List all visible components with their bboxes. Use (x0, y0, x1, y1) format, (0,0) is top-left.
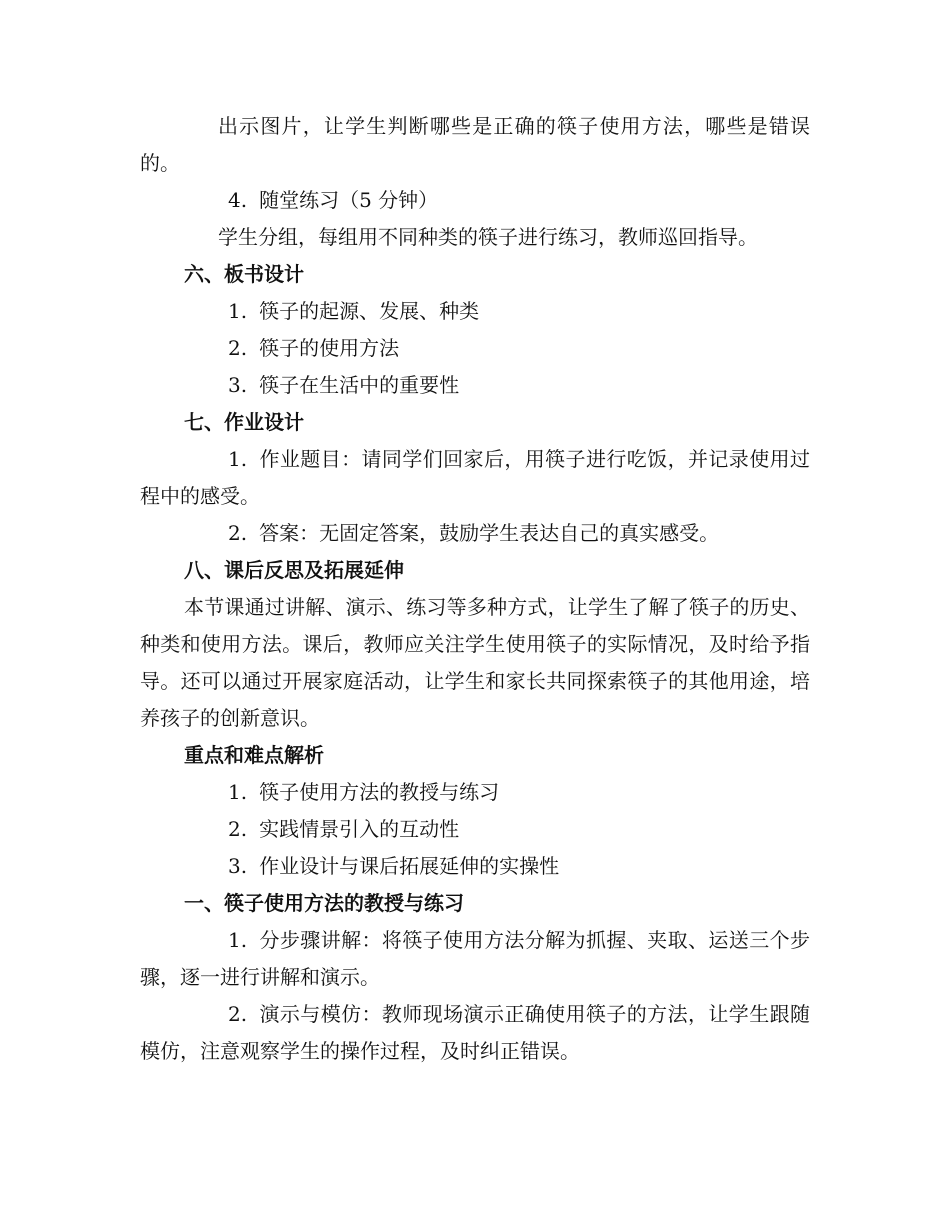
list-item (140, 515, 810, 552)
list-number: 1. (228, 780, 248, 804)
reflection-paragraph: 本节课通过讲解、演示、练习等多种方式，让学生了解了筷子的历史、种类和使用方法。课后，教师应关注学生使用筷子的实际情况，及时给予指导。还可以通过开展家庭活动，让学生和家长共同探索筷子的其他用途，培养孩子的创新意识。 (140, 595, 810, 730)
list-item (140, 441, 810, 515)
list-number: 2. (228, 336, 248, 360)
list-number: 1. (228, 447, 248, 471)
section-heading: 八、课后反思及拓展延伸 (184, 558, 404, 582)
list-text: 作业题目：请同学们回家后，用筷子进行吃饭，并记录使用过程中的感受。 (140, 447, 810, 508)
list-number: 1. (228, 299, 248, 323)
section-heading: 七、作业设计 (184, 410, 304, 434)
section-heading: 一、筷子使用方法的教授与练习 (184, 891, 464, 915)
list-item (140, 293, 810, 330)
list-item (140, 182, 810, 219)
list-item (140, 848, 810, 885)
list-number: 1. (228, 928, 248, 952)
list-text: 分步骤讲解：将筷子使用方法分解为抓握、夹取、运送三个步骤，逐一进行讲解和演示。 (140, 928, 810, 989)
list-number: 3. (228, 373, 248, 397)
list-text: 筷子的起源、发展、种类 (259, 299, 480, 323)
list-number: 2. (228, 1002, 248, 1026)
list-text: 筷子在生活中的重要性 (259, 373, 460, 397)
list-text: 答案：无固定答案，鼓励学生表达自己的真实感受。 (259, 521, 720, 545)
list-number: 2. (228, 521, 248, 545)
list-text: 筷子的使用方法 (259, 336, 400, 360)
list-text: 随堂练习（5 分钟） (259, 188, 439, 212)
list-number: 4. (228, 188, 248, 212)
list-text: 实践情景引入的互动性 (259, 817, 460, 841)
list-item (140, 811, 810, 848)
list-item (140, 922, 810, 996)
list-number: 3. (228, 854, 248, 878)
list-item (140, 330, 810, 367)
section-heading: 重点和难点解析 (184, 743, 324, 767)
list-text: 筷子使用方法的教授与练习 (259, 780, 500, 804)
document-body (140, 108, 810, 1070)
list-number: 2. (228, 817, 248, 841)
group-paragraph: 学生分组，每组用不同种类的筷子进行练习，教师巡回指导。 (218, 225, 758, 249)
list-item (140, 774, 810, 811)
section-heading: 六、板书设计 (184, 262, 304, 286)
list-text: 作业设计与课后拓展延伸的实操性 (259, 854, 560, 878)
list-item (140, 996, 810, 1070)
intro-paragraph: 出示图片，让学生判断哪些是正确的筷子使用方法，哪些是错误的。 (140, 114, 810, 175)
list-text: 演示与模仿：教师现场演示正确使用筷子的方法，让学生跟随模仿，注意观察学生的操作过程，及时纠正错误。 (140, 1002, 810, 1063)
list-item (140, 367, 810, 404)
